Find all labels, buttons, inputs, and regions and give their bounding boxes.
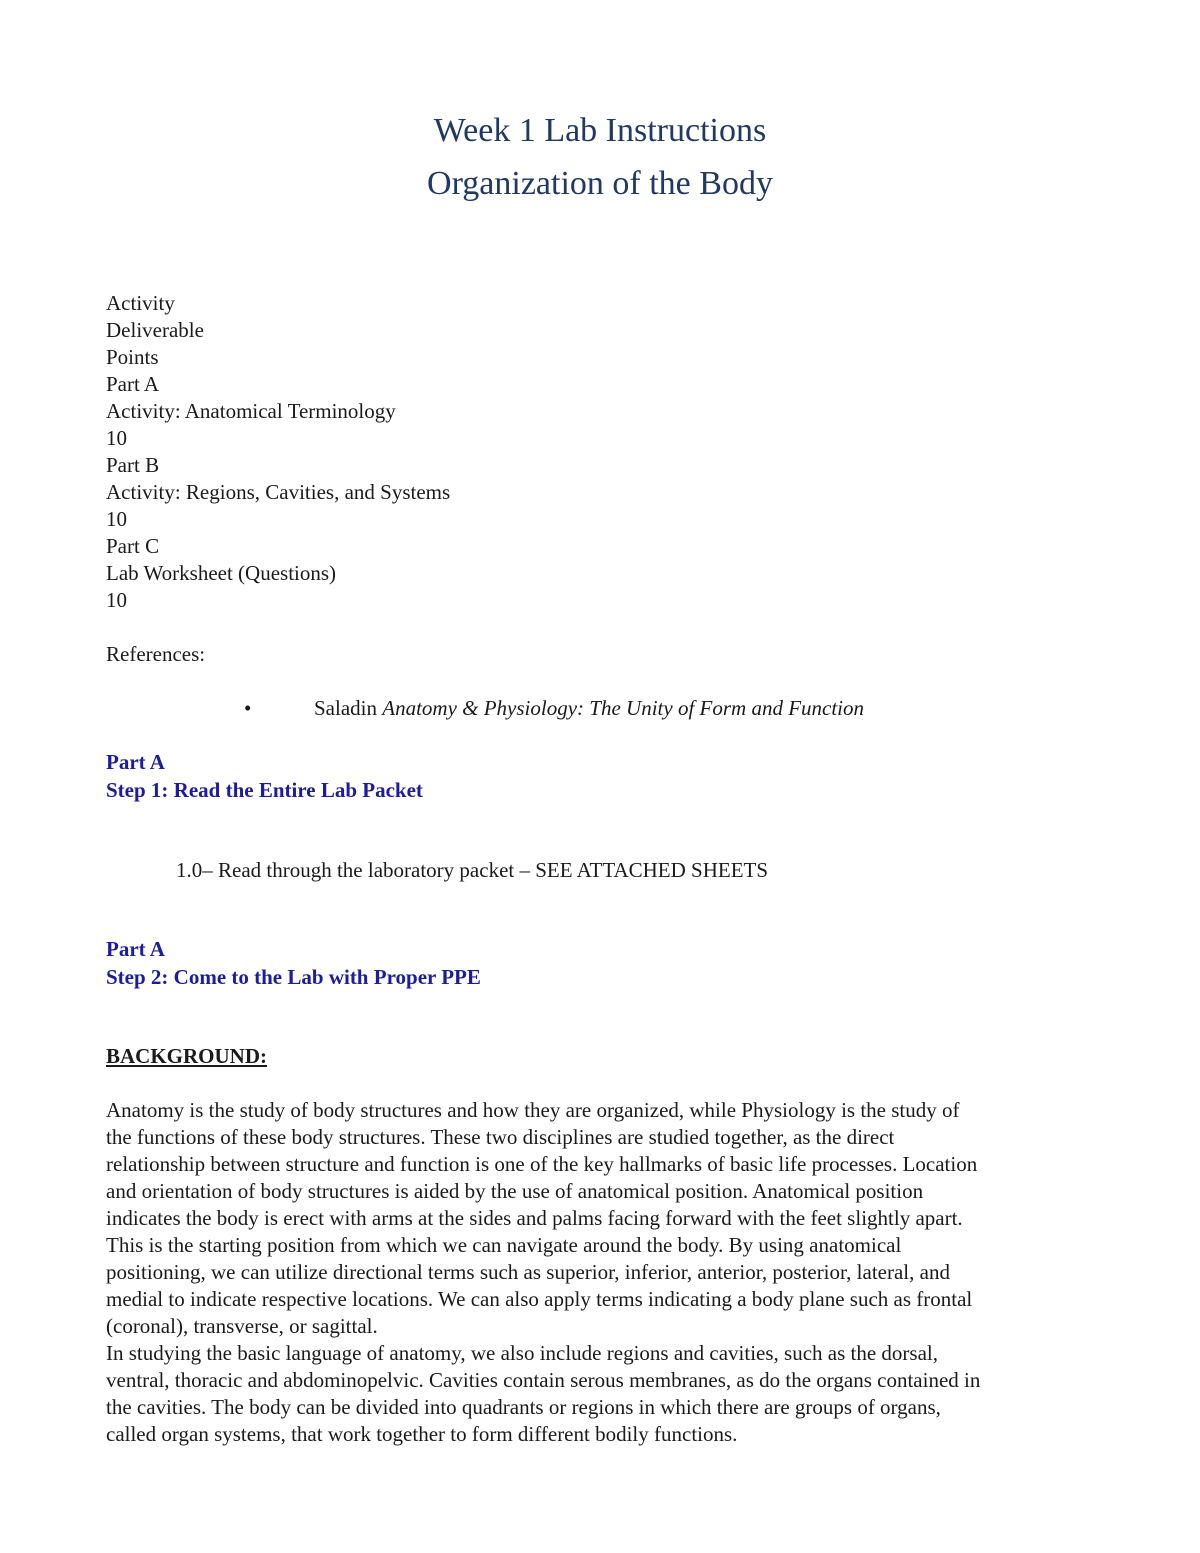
table-line: Part C [106,534,160,558]
paragraph-line: (coronal), transverse, or sagittal. [106,1314,378,1338]
paragraph-line: In studying the basic language of anatomy, we also include regions and cavities, such as the dorsal, [106,1341,938,1365]
paragraph-line: called organ systems, that work together to form different bodily functions. [106,1422,738,1446]
step1-title: Step 1: Read the Entire Lab Packet [106,778,423,802]
paragraph-line: This is the starting position from which we can navigate around the body. By using anatomical [106,1233,902,1257]
table-line: 10 [106,588,127,612]
references-label: References: [106,642,206,666]
background-paragraph-1 [106,1097,1096,1340]
paragraph-line: Anatomy is the study of body structures and how they are organized, while Physiology is the study of [106,1098,960,1122]
reference-author: Saladin [314,696,383,720]
paragraph-line: relationship between structure and function is one of the key hallmarks of basic life processes. Location [106,1152,978,1176]
paragraph-line: and orientation of body structures is aided by the use of anatomical position. Anatomical position [106,1179,924,1203]
background-paragraph-2 [106,1340,1096,1448]
paragraph-line: the functions of these body structures. These two disciplines are studied together, as the direct [106,1125,895,1149]
table-line: Part A [106,372,160,396]
table-line: Activity [106,291,175,315]
title-line-1: Week 1 Lab Instructions [433,112,767,149]
table-line: Activity: Anatomical Terminology [106,399,396,423]
reference-book-title: Anatomy & Physiology: The Unity of Form and Function [382,696,865,720]
deliverables-table [106,290,450,614]
paragraph-line: positioning, we can utilize directional terms such as superior, inferior, anterior, posterior, lateral, and [106,1260,950,1284]
document-title [0,104,1200,210]
background-heading: BACKGROUND: [106,1044,267,1068]
step2-part-heading: Part A [106,937,165,961]
step1-instruction: 1.0– Read through the laboratory packet – SEE ATTACHED SHEETS [176,858,769,882]
paragraph-line: the cavities. The body can be divided into quadrants or regions in which there are groups of organs, [106,1395,941,1419]
bullet-icon: • [244,696,252,720]
table-line: Lab Worksheet (Questions) [106,561,337,585]
step2-title: Step 2: Come to the Lab with Proper PPE [106,965,481,989]
table-line: 10 [106,426,127,450]
paragraph-line: indicates the body is erect with arms at the sides and palms facing forward with the feet slightly apart. [106,1206,963,1230]
table-line: Activity: Regions, Cavities, and Systems [106,480,451,504]
table-line: Part B [106,453,160,477]
table-line: Points [106,345,159,369]
table-line: 10 [106,507,127,531]
step1-part-heading: Part A [106,750,165,774]
reference-text [314,695,864,722]
title-line-2: Organization of the Body [427,165,773,202]
table-line: Deliverable [106,318,204,342]
paragraph-line: medial to indicate respective locations. We can also apply terms indicating a body plane such as frontal [106,1287,973,1311]
paragraph-line: ventral, thoracic and abdominopelvic. Cavities contain serous membranes, as do the organs contained in [106,1368,981,1392]
